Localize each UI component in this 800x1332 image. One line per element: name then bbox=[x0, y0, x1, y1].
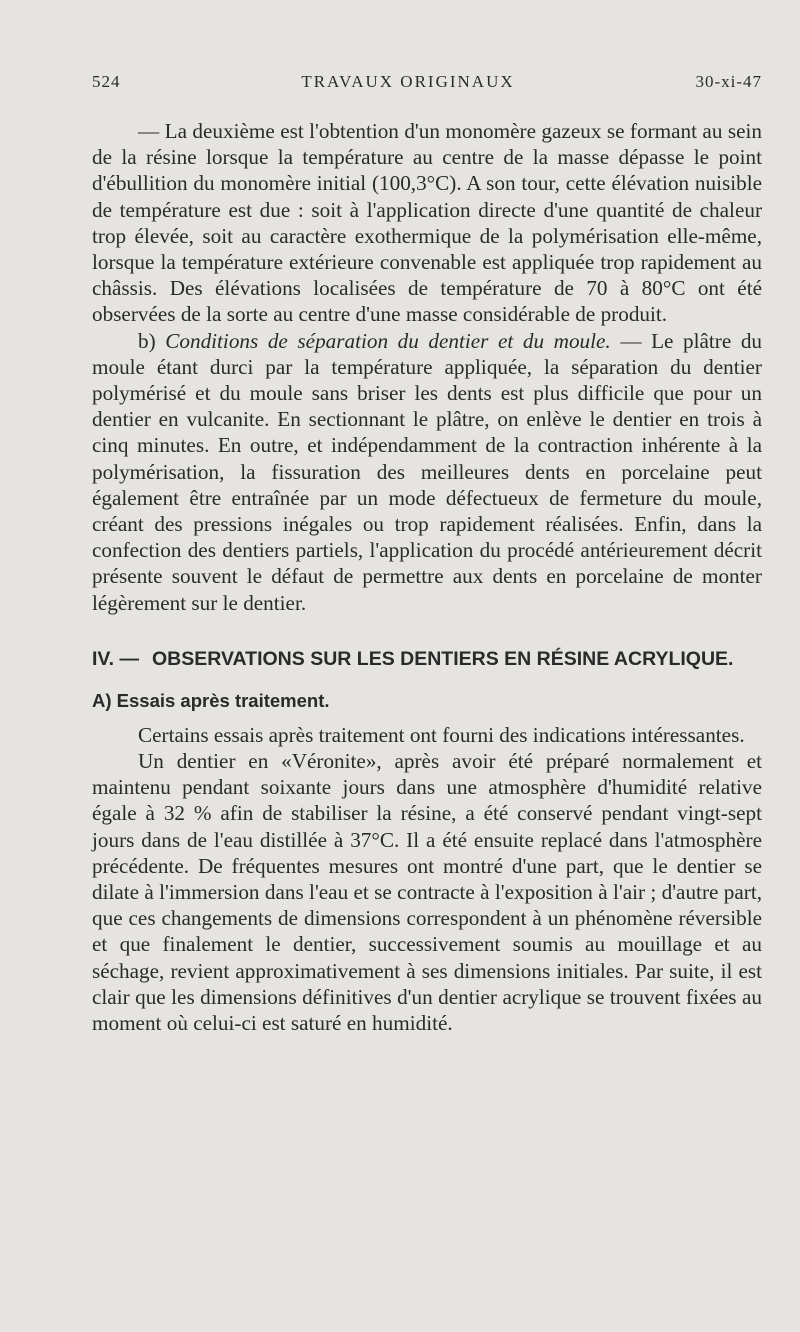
body-text bbox=[92, 118, 762, 616]
subsection-title: Conditions de séparation du dentier et du moule. bbox=[165, 328, 611, 353]
body-text-2 bbox=[92, 722, 762, 1036]
paragraph-veronite: Un dentier en «Véronite», après avoir été préparé normalement et maintenu pendant soixante jours dans une atmosphère d'humidité relative égale à 32 % afin de stabiliser la résine, a été conservé pendant vingt-sept jours dans de l'eau distillée à 37°C. Il a été ensuite replacé dans l'atmosphère précédente. De fréquentes mesures ont montré d'une part, que le dentier se dilate à l'immersion dans l'eau et se contracte à l'exposition à l'air ; d'autre part, que ces changements de dimensions correspondent à un phénomène réversible et que finalement le dentier, successivement soumis au mouillage et au séchage, revient approximativement à ses dimensions initiales. Par suite, il est clair que les dimensions définitives d'un dentier acrylique se trouvent fixées au moment où celui-ci est saturé en humidité. bbox=[92, 749, 762, 1036]
issue-date: 30-xi-47 bbox=[695, 72, 762, 91]
subsection-heading-a: A) Essais après traitement. bbox=[92, 689, 330, 711]
section-title: OBSERVATIONS SUR LES DENTIERS EN RÉSINE ACRYLIQUE. bbox=[152, 647, 734, 670]
subsection-text: — Le plâtre du moule étant durci par la température appliquée, la séparation du dentier polymérisé et du moule sans briser les dents est plus difficile que pour un dentier en vulcanite. En sectionnant le plâtre, on enlève le dentier en trois à cinq minutes. En outre, et indépendamment de la contraction inhérente à la polymérisation, la fissuration des meilleures dents en porcelaine peut également être entraînée par un mode défectueux de fermeture du moule, créant des pressions inégales ou trop rapidement réalisées. Enfin, dans la confection des dentiers partiels, l'application du procédé antérieurement décrit présente souvent le défaut de permettre aux dents en porcelaine de monter légèrement sur le dentier. bbox=[92, 328, 763, 615]
section-heading-iv bbox=[92, 646, 762, 672]
page-number: 524 bbox=[92, 72, 121, 91]
running-header bbox=[92, 72, 762, 92]
journal-section-title: TRAVAUX ORIGINAUX bbox=[301, 72, 515, 91]
subsection-label: b) bbox=[138, 328, 156, 353]
paragraph-monomer-gas: — La deuxième est l'obtention d'un monomère gazeux se formant au sein de la résine lorsque la température au centre de la masse dépasse le point d'ébullition du monomère initial (100,3°C). A son tour, cette élévation nuisible de température est due : soit à l'application directe d'une quantité de chaleur trop élevée, soit au caractère exothermique de la polymérisation elle-même, lorsque la température extérieure convenable est appliquée trop rapidement au châssis. Des élévations localisées de température de 70 à 80°C ont été observées de la sorte au centre d'une masse considérable de produit. bbox=[92, 119, 762, 327]
section-number: IV. — bbox=[92, 647, 139, 670]
paragraph-separation bbox=[92, 328, 762, 616]
paragraph-essais: Certains essais après traitement ont fourni des indications intéressantes. bbox=[138, 722, 745, 747]
